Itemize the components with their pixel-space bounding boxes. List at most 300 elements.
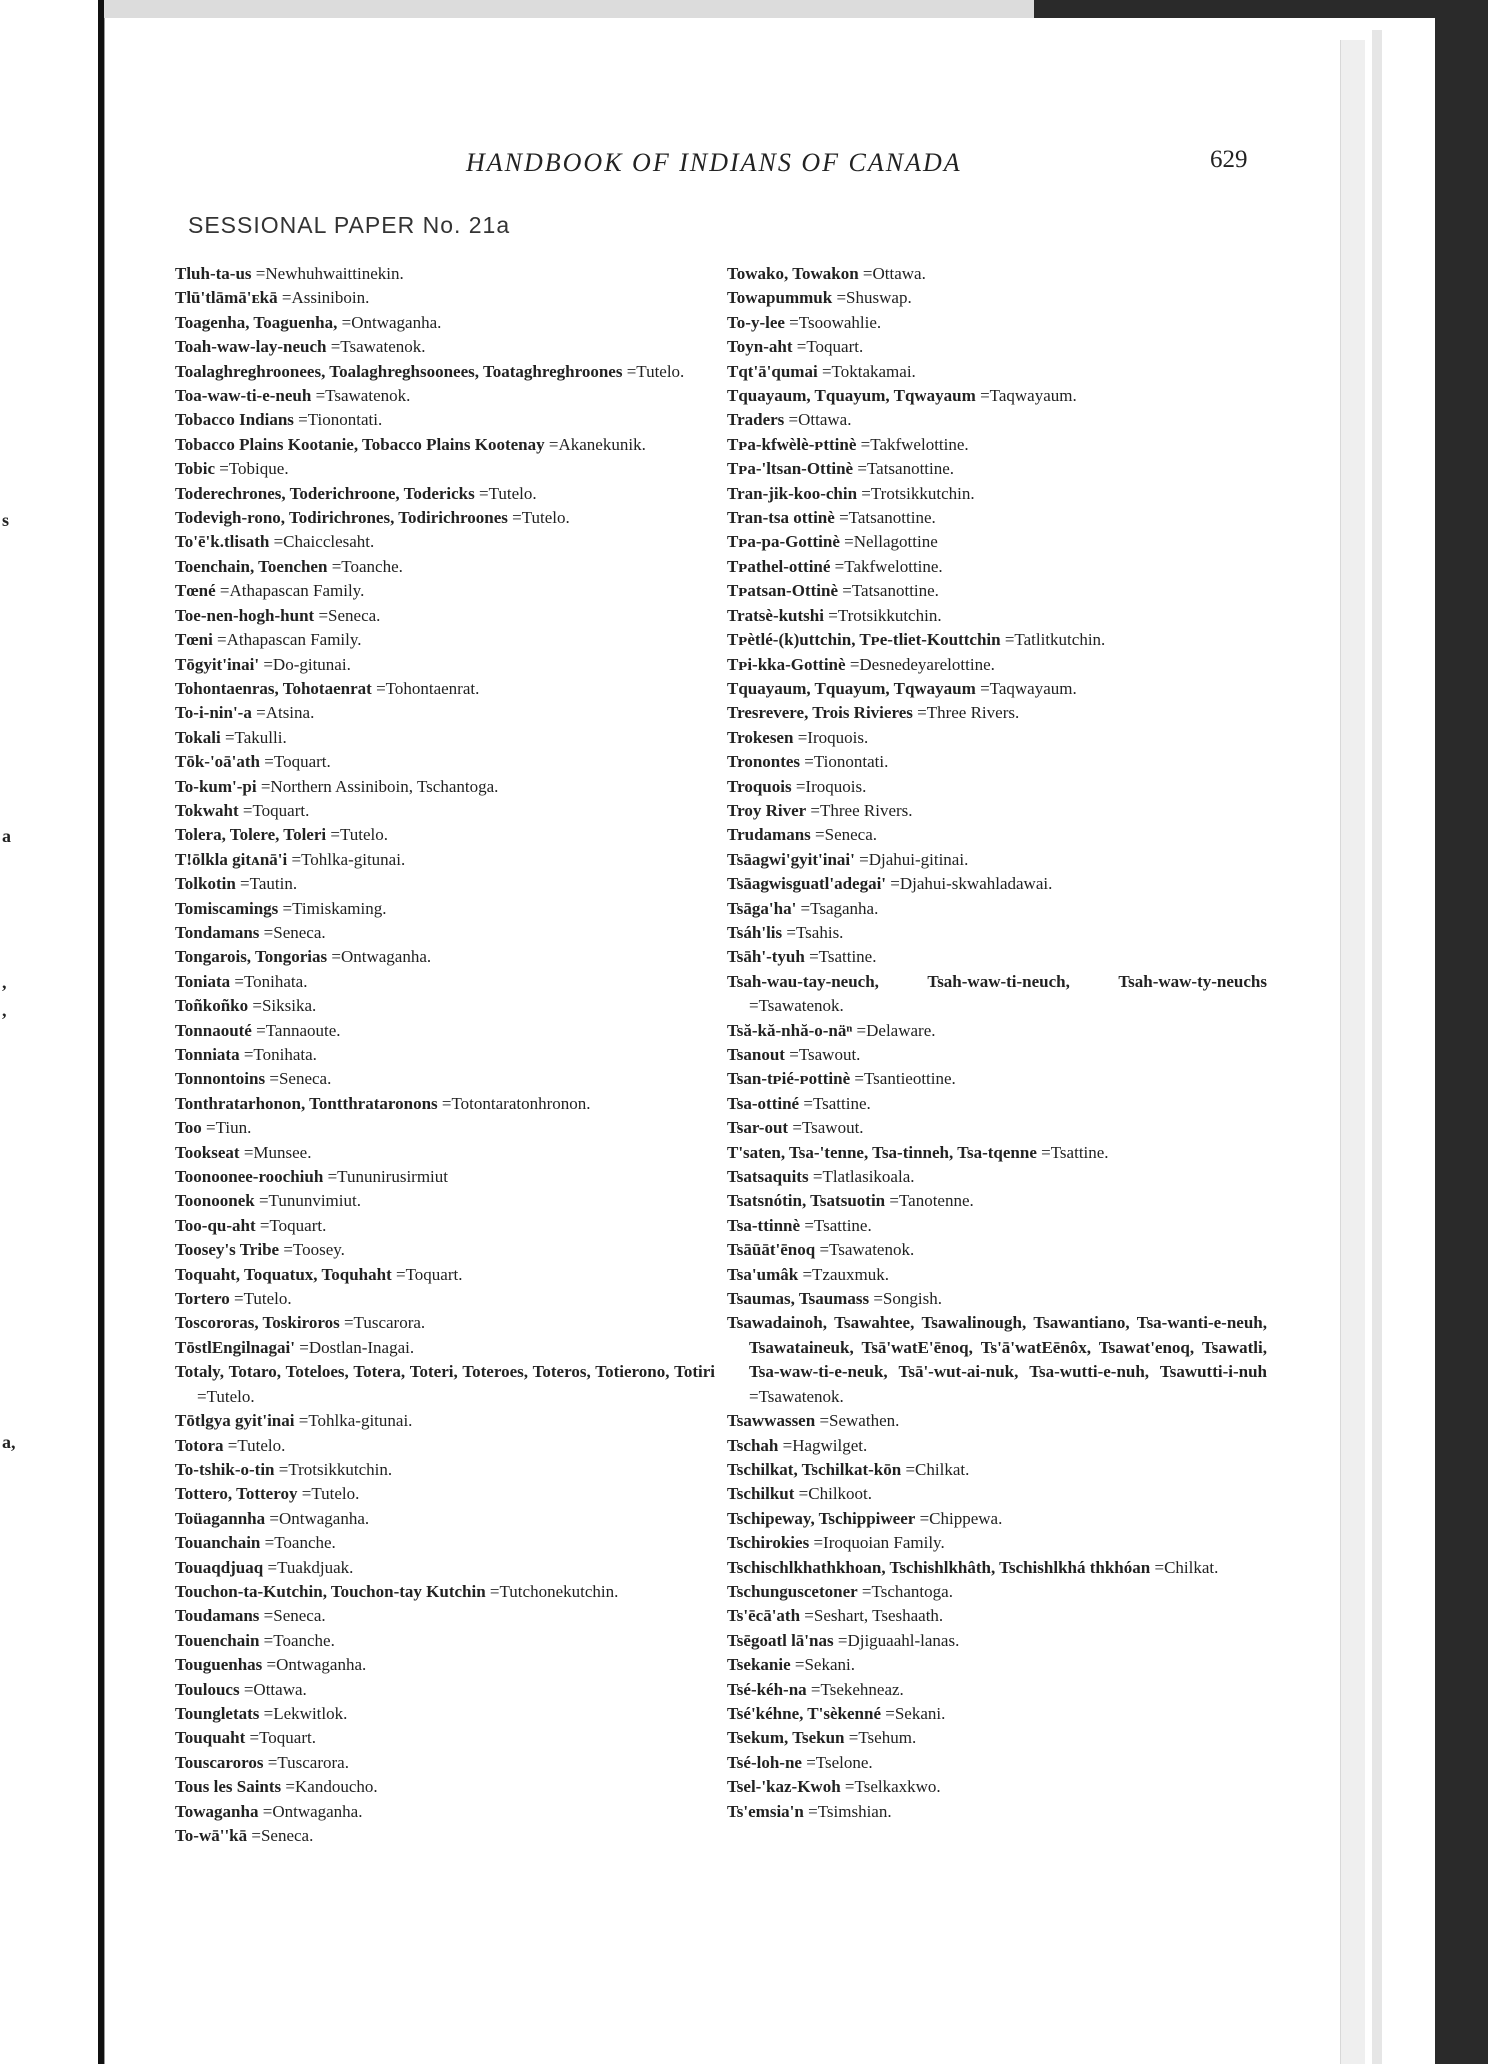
entry-reference: Munsee. <box>253 1142 312 1162</box>
entry-reference: Trotsikkutchin. <box>870 483 975 503</box>
entry-reference: Siksika. <box>261 996 317 1016</box>
entry-reference: Tanotenne. <box>898 1191 974 1211</box>
right-column <box>727 262 1267 1824</box>
equals-sign: = <box>294 1411 309 1431</box>
index-entry <box>727 1287 1267 1311</box>
equals-sign: = <box>809 1533 824 1553</box>
entry-reference: Iroquoian Family. <box>823 1533 945 1553</box>
entry-term: Tquayaum, Tquayum, Tqwayaum <box>727 386 976 406</box>
entry-term: Tqt'ā'qumai <box>727 361 818 381</box>
entry-reference: Chippewa. <box>929 1508 1003 1528</box>
entry-reference: Tatsanottine. <box>851 581 939 601</box>
equals-sign: = <box>857 483 871 503</box>
equals-sign: = <box>391 1264 406 1284</box>
entry-term: Tolkotin <box>175 874 236 894</box>
entry-term: Tsă-kă-nhă-o-näⁿ <box>727 1020 853 1040</box>
entry-reference: Tsaganha. <box>810 898 879 918</box>
index-entry <box>727 897 1267 921</box>
entry-reference: Tsawatenok. <box>829 1240 915 1260</box>
equals-sign: = <box>263 1752 278 1772</box>
equals-sign: = <box>886 874 900 894</box>
index-entry <box>175 872 715 896</box>
index-entry <box>727 1311 1267 1409</box>
entry-term: Tsāūāt'ēnoq <box>727 1240 816 1260</box>
equals-sign: = <box>279 1240 293 1260</box>
equals-sign: = <box>784 410 799 430</box>
index-entry <box>175 1116 715 1140</box>
entry-term: TōstlEngilnagai' <box>175 1337 295 1357</box>
equals-sign: = <box>287 849 302 869</box>
index-entry <box>175 1434 715 1458</box>
index-entry <box>727 1556 1267 1580</box>
equals-sign: = <box>885 1191 899 1211</box>
index-entry <box>175 994 715 1018</box>
entry-term: Toungletats <box>175 1703 260 1723</box>
right-page-edge-outer <box>1372 30 1382 2064</box>
entry-reference: Tschantoga. <box>871 1581 953 1601</box>
index-entry <box>727 1458 1267 1482</box>
entry-term: Towaganha <box>175 1801 259 1821</box>
entry-reference: Athapascan Family. <box>226 630 362 650</box>
equals-sign: = <box>1150 1557 1165 1577</box>
index-entry <box>175 1824 715 1848</box>
equals-sign: = <box>975 678 990 698</box>
entry-term: Touchon-ta-Kutchin, Touchon-tay Kutchin <box>175 1581 486 1601</box>
entry-reference: Totontaratonhronon. <box>451 1093 591 1113</box>
entry-term: Tōgyit'inai' <box>175 654 260 674</box>
equals-sign: = <box>791 776 806 796</box>
entry-term: Tobacco Plains Kootanie, Tobacco Plains Kootenay <box>175 434 545 454</box>
equals-sign: = <box>778 1435 793 1455</box>
equals-sign: = <box>239 1045 254 1064</box>
equals-sign: = <box>251 264 266 283</box>
equals-sign: = <box>823 605 838 625</box>
entry-term: Toenchain, Toenchen <box>175 556 328 576</box>
entry-reference: Tuscarora. <box>277 1752 349 1772</box>
index-entry <box>175 604 715 628</box>
equals-sign: = <box>806 1679 821 1699</box>
equals-sign: = <box>784 1045 799 1064</box>
equals-sign: = <box>326 337 341 357</box>
entry-reference: Djahui-skwahladawai. <box>899 874 1053 894</box>
entry-term: Tran-tsa ottinè <box>727 508 835 528</box>
entry-reference: Takfwelottine. <box>844 556 943 576</box>
entry-reference: Delaware. <box>866 1020 936 1040</box>
entry-term: Toüagannha <box>175 1508 266 1528</box>
entry-term: Tolera, Tolere, Toleri <box>175 825 327 845</box>
entry-reference: Kandoucho. <box>295 1777 378 1797</box>
equals-sign: = <box>201 1118 216 1138</box>
entry-reference: Ottawa. <box>872 264 926 283</box>
index-entry <box>727 433 1267 457</box>
entry-term: Tobic <box>175 459 216 479</box>
equals-sign: = <box>215 581 230 601</box>
equals-sign: = <box>793 727 808 747</box>
entry-term: Tᴘathel-ottiné <box>727 556 831 576</box>
entry-reference: Takfwelottine. <box>870 434 969 454</box>
index-entry <box>175 1141 715 1165</box>
equals-sign: = <box>314 605 329 625</box>
entry-reference: Taqwayaum. <box>989 678 1077 698</box>
entry-reference: Tsantieottine. <box>863 1069 956 1089</box>
entry-term: Toah-waw-lay-neuch <box>175 337 327 357</box>
index-entry <box>727 1678 1267 1702</box>
index-entry <box>175 1067 715 1091</box>
equals-sign: = <box>263 1557 278 1577</box>
entry-term: Tsawwassen <box>727 1411 816 1431</box>
entry-term: Tottero, Totteroy <box>175 1484 298 1504</box>
index-entry <box>727 677 1267 701</box>
entry-reference: Tsawatenok. <box>758 996 844 1016</box>
entry-reference: Tannaoute. <box>265 1020 341 1040</box>
running-header: HANDBOOK OF INDIANS OF CANADA <box>466 148 962 177</box>
entry-reference: Seneca. <box>824 825 877 845</box>
entry-reference: Tuscarora. <box>353 1313 426 1333</box>
equals-sign: = <box>915 1508 930 1528</box>
entry-term: Tongarois, Tongorias <box>175 947 328 967</box>
equals-sign: = <box>852 1020 867 1040</box>
equals-sign: = <box>326 825 340 845</box>
entry-reference: Tsahis. <box>795 922 844 942</box>
equals-sign: = <box>327 947 341 967</box>
entry-reference: Chilkat. <box>915 1459 970 1479</box>
index-entry <box>175 1189 715 1213</box>
entry-term: Totaly, Totaro, Toteloes, Totera, Toteri, Toteroes, Toteros, Totierono, Totiri <box>175 1362 715 1382</box>
entry-term: Tsēgoatl lā'nas <box>727 1630 834 1650</box>
entry-reference: Toosey. <box>292 1240 345 1260</box>
equals-sign: = <box>278 898 293 918</box>
equals-sign: = <box>544 434 559 454</box>
entry-reference: Tutelo. <box>488 483 537 503</box>
entry-term: Troy River <box>727 800 807 820</box>
entry-reference: Tlatlasikoala. <box>822 1167 915 1187</box>
entry-reference: Ontwaganha. <box>272 1801 363 1821</box>
entry-reference: Toquart. <box>806 337 864 357</box>
index-entry <box>727 701 1267 725</box>
entry-reference: Timiskaming. <box>292 898 387 918</box>
index-entry <box>727 1751 1267 1775</box>
equals-sign: = <box>293 410 308 430</box>
entry-reference: Tsattine. <box>812 1093 871 1113</box>
entry-term: Tlū'tlāmā'ᴇkā <box>175 288 278 308</box>
equals-sign: = <box>265 1069 279 1089</box>
index-entry <box>727 555 1267 579</box>
index-entry <box>727 1800 1267 1824</box>
equals-sign: = <box>782 922 796 942</box>
entry-term: Todevigh-rono, Todirichrones, Todirichroones <box>175 508 508 528</box>
entry-reference: Sewathen. <box>829 1411 900 1431</box>
entry-term: Tschilkut <box>727 1484 795 1504</box>
index-entry <box>175 1629 715 1653</box>
index-entry <box>175 1482 715 1506</box>
equals-sign: = <box>1000 630 1015 650</box>
equals-sign: = <box>794 1484 809 1504</box>
index-entry <box>727 1434 1267 1458</box>
index-entry <box>175 945 715 969</box>
equals-sign: = <box>220 727 235 747</box>
entry-term: Tonniata <box>175 1045 240 1064</box>
entry-term: Tsáh'lis <box>727 922 783 942</box>
index-entry <box>727 1482 1267 1506</box>
index-entry <box>727 311 1267 335</box>
equals-sign: = <box>815 1240 830 1260</box>
index-entry <box>175 1726 715 1750</box>
equals-sign: = <box>247 1826 261 1845</box>
entry-reference: Tonihata. <box>253 1045 317 1064</box>
equals-sign: = <box>800 1215 814 1235</box>
equals-sign: = <box>838 581 852 601</box>
entry-reference: Tutelo. <box>206 1386 255 1406</box>
entry-term: Tonnontoins <box>175 1069 266 1089</box>
entry-reference: Seneca. <box>273 1606 326 1626</box>
index-entry <box>175 1311 715 1335</box>
equals-sign: = <box>277 288 292 308</box>
equals-sign: = <box>255 1215 270 1235</box>
page-number: 629 <box>1210 146 1248 173</box>
entry-reference: Seneca. <box>260 1826 314 1845</box>
entry-term: To-i-nin'-a <box>175 703 252 723</box>
entry-term: Tschipeway, Tschippiweer <box>727 1508 916 1528</box>
entry-reference: Toquart. <box>259 1728 316 1748</box>
index-entry <box>727 1189 1267 1213</box>
equals-sign: = <box>796 898 811 918</box>
index-entry <box>175 848 715 872</box>
entry-term: Tᴘètlé-(k)uttchin, Tᴘe-tliet-Kouttchin <box>727 630 1001 650</box>
equals-sign: = <box>274 1459 289 1479</box>
entry-reference: Toquart. <box>252 800 310 820</box>
equals-sign: = <box>212 630 227 650</box>
equals-sign: = <box>788 1118 802 1138</box>
index-entry <box>175 1360 715 1409</box>
entry-term: Toonoonek <box>175 1191 255 1211</box>
entry-term: Tomiscamings <box>175 898 279 918</box>
entry-reference: Chaicclesaht. <box>283 532 375 552</box>
entry-term: Tonthratarhonon, Tontthrataronons <box>175 1093 438 1113</box>
equals-sign: = <box>311 386 326 406</box>
entry-term: To'ē'k.tlisath <box>175 532 270 552</box>
equals-sign: = <box>215 459 229 479</box>
equals-sign: = <box>251 703 266 723</box>
entry-reference: Djiguaahl-lanas. <box>847 1630 960 1650</box>
entry-term: Tran-jik-koo-chin <box>727 483 858 503</box>
equals-sign: = <box>281 1777 295 1797</box>
equals-sign: = <box>239 1142 254 1162</box>
index-entry <box>175 750 715 774</box>
equals-sign: = <box>881 1703 895 1723</box>
index-entry <box>727 1238 1267 1262</box>
equals-sign: = <box>844 1728 859 1748</box>
index-entry <box>727 1214 1267 1238</box>
entry-term: Tsé-kéh-na <box>727 1679 807 1699</box>
index-entry <box>175 1775 715 1799</box>
index-entry <box>175 1092 715 1116</box>
equals-sign: = <box>259 1703 274 1723</box>
entry-term: Tᴘa-'ltsan-Ottinè <box>727 459 854 479</box>
equals-sign: = <box>869 1289 883 1309</box>
entry-reference: Toanche. <box>273 1630 335 1650</box>
entry-reference: Chilkoot. <box>808 1484 873 1504</box>
index-entry <box>727 970 1267 1019</box>
equals-sign: = <box>258 1801 273 1821</box>
equals-sign: = <box>854 849 869 869</box>
entry-term: Toudamans <box>175 1606 260 1626</box>
margin-mark: , <box>2 972 7 992</box>
index-entry <box>175 1604 715 1628</box>
equals-sign: = <box>815 1411 830 1431</box>
equals-sign: = <box>622 361 637 381</box>
index-entry <box>175 1458 715 1482</box>
index-entry <box>175 384 715 408</box>
entry-term: Tschunguscetoner <box>727 1581 858 1601</box>
entry-reference: Tutelo. <box>339 825 388 845</box>
entry-term: Tschilkat, Tschilkat-kōn <box>727 1459 902 1479</box>
index-entry <box>727 799 1267 823</box>
entry-reference: Ontwaganha. <box>276 1655 367 1675</box>
entry-reference: Seshart, Tseshaath. <box>813 1606 944 1626</box>
index-entry <box>175 726 715 750</box>
index-entry <box>727 1702 1267 1726</box>
index-entry <box>727 823 1267 847</box>
index-entry <box>727 506 1267 530</box>
entry-term: Tsekum, Tsekun <box>727 1728 845 1748</box>
entry-term: Toagenha, Toaguenha, <box>175 312 338 332</box>
entry-reference: Northern Assiniboin, Tschantoga. <box>270 776 499 796</box>
equals-sign: = <box>839 532 854 552</box>
entry-term: Toyn-aht <box>727 337 793 357</box>
equals-sign: = <box>853 459 867 479</box>
entry-reference: Iroquois. <box>807 727 869 747</box>
entry-term: Tsé'kéhne, T'sèkenné <box>727 1703 881 1723</box>
equals-sign: = <box>857 1581 872 1601</box>
index-entry <box>727 1653 1267 1677</box>
entry-reference: Lekwitlok. <box>273 1703 348 1723</box>
index-entry <box>727 1629 1267 1653</box>
entry-reference: Toquart. <box>273 752 331 772</box>
entry-term: Toniata <box>175 971 231 991</box>
entry-term: Toe-nen-hogh-hunt <box>175 605 315 625</box>
entry-reference: Tununvimiut. <box>268 1191 361 1211</box>
equals-sign: = <box>259 1630 274 1650</box>
entry-term: Tschirokies <box>727 1533 810 1553</box>
equals-sign: = <box>507 508 522 528</box>
entry-reference: Tohlka-gitunai. <box>301 849 406 869</box>
index-entry <box>727 482 1267 506</box>
index-entry <box>727 360 1267 384</box>
entry-term: To-wā''kā <box>175 1826 248 1845</box>
entry-reference: Toquart. <box>405 1264 463 1284</box>
sessional-paper-label: SESSIONAL PAPER No. 21a <box>188 212 511 238</box>
entry-term: Tsar-out <box>727 1118 789 1138</box>
entry-term: Touguenhas <box>175 1655 263 1675</box>
entry-term: Tookseat <box>175 1142 240 1162</box>
entry-reference: Tutelo. <box>237 1435 286 1455</box>
index-entry <box>175 677 715 701</box>
equals-sign: = <box>800 752 814 772</box>
entry-term: Totora <box>175 1435 224 1455</box>
entry-term: Touscaroros <box>175 1752 264 1772</box>
equals-sign: = <box>858 264 873 283</box>
entry-term: Too <box>175 1118 202 1138</box>
previous-page-edge <box>0 0 100 2064</box>
entry-reference: Tionontati. <box>813 752 889 772</box>
index-entry <box>175 335 715 359</box>
entry-reference: Three Rivers. <box>926 703 1020 723</box>
entry-term: Tsa-ttinnè <box>727 1215 801 1235</box>
entry-reference: Nellagottine <box>853 532 938 552</box>
entry-reference: Tsoowahlie. <box>798 312 882 332</box>
index-entry <box>175 1287 715 1311</box>
equals-sign: = <box>832 288 847 308</box>
margin-mark: a <box>2 826 11 846</box>
index-entry <box>175 286 715 310</box>
entry-term: Tokwaht <box>175 800 239 820</box>
index-entry <box>175 653 715 677</box>
entry-term: Troquois <box>727 776 792 796</box>
entry-term: Tquayaum, Tquayum, Tqwayaum <box>727 678 976 698</box>
entry-reference: Seneca. <box>328 605 381 625</box>
index-entry <box>727 262 1267 286</box>
entry-term: Tsé-loh-ne <box>727 1752 802 1772</box>
entry-reference: Tselone. <box>815 1752 873 1772</box>
top-page-shadow <box>104 0 1034 18</box>
entry-reference: Tionontati. <box>307 410 383 430</box>
entry-term: Tsa'umâk <box>727 1264 799 1284</box>
entry-reference: Tiun. <box>215 1118 252 1138</box>
entry-reference: Tsattine. <box>1050 1142 1109 1162</box>
index-entry <box>175 897 715 921</box>
entry-reference: Songish. <box>882 1289 942 1309</box>
entry-reference: Tsawatenok. <box>758 1386 844 1406</box>
entry-term: Tschischlkhathkhoan, Tschishlkhâth, Tschishlkhá thkhóan <box>727 1557 1151 1577</box>
equals-sign: = <box>259 1606 274 1626</box>
equals-sign: = <box>260 752 274 772</box>
index-entry <box>727 775 1267 799</box>
equals-sign: = <box>262 1655 277 1675</box>
equals-sign: = <box>235 874 250 894</box>
entry-term: Toonoonee-roochiuh <box>175 1167 324 1187</box>
equals-sign: = <box>799 1093 813 1113</box>
entry-reference: Tutchonekutchin. <box>499 1581 619 1601</box>
entry-term: Tresrevere, Trois Rivieres <box>727 703 913 723</box>
index-entry <box>727 1116 1267 1140</box>
entry-reference: Toanche. <box>341 556 403 576</box>
equals-sign: = <box>337 312 352 332</box>
entry-term: Tsah-wau-tay-neuch, Tsah-waw-ti-neuch, Tsah-waw-ty-neuchs <box>727 971 1267 991</box>
index-entry <box>175 555 715 579</box>
entry-reference: Ottawa. <box>798 410 852 430</box>
entry-term: Toderechrones, Toderichroone, Todericks <box>175 483 475 503</box>
entry-reference: Akanekunik. <box>558 434 646 454</box>
entry-reference: Tsimshian. <box>817 1801 892 1821</box>
entry-reference: Three Rivers. <box>820 800 913 820</box>
entry-term: Touloucs <box>175 1679 240 1699</box>
entry-reference: Takulli. <box>234 727 287 747</box>
margin-mark: , <box>2 1000 7 1020</box>
index-entry <box>727 726 1267 750</box>
index-entry <box>175 433 715 457</box>
entry-term: Toalaghreghroonees, Toalaghreghsoonees, Toataghreghroones <box>175 361 623 381</box>
index-entry <box>727 653 1267 677</box>
index-entry <box>727 1043 1267 1067</box>
entry-reference: Tatsanottine. <box>848 508 936 528</box>
equals-sign: = <box>817 361 832 381</box>
index-entry <box>727 848 1267 872</box>
equals-sign: = <box>259 922 274 942</box>
entry-term: Touanchain <box>175 1533 261 1553</box>
index-entry <box>727 921 1267 945</box>
index-entry <box>727 1019 1267 1043</box>
entry-reference: Toanche. <box>274 1533 336 1553</box>
